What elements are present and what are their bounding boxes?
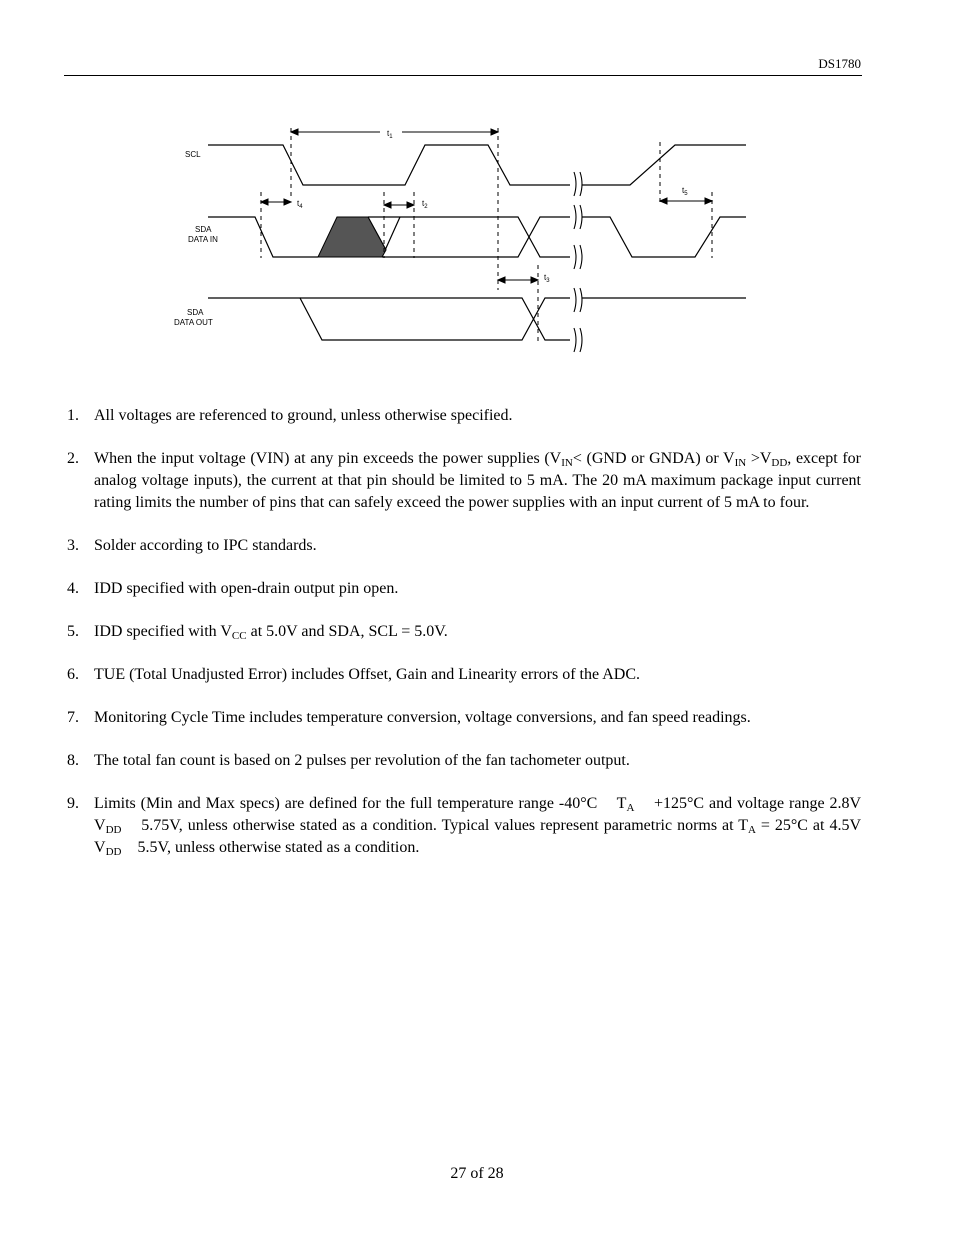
t1-arrow-right	[491, 129, 498, 135]
label-t3: $t_3$	[544, 273, 550, 284]
t1-arrow-left	[291, 129, 298, 135]
label-t5: $t_5$	[682, 186, 688, 197]
label-t4: $t_4$	[297, 199, 303, 210]
sda-in-cont-a	[582, 217, 746, 257]
scl-waveform	[208, 145, 570, 185]
note-item: 3. Solder according to IPC standards.	[67, 537, 317, 554]
label-t1: $t_1$	[387, 129, 393, 140]
t2-arrow-right	[407, 202, 414, 208]
break-marker-sda-out-1	[574, 288, 582, 312]
sda-in-transition-region	[318, 217, 386, 257]
note-item: 1. All voltages are referenced to ground, unless otherwise specified.	[67, 407, 513, 424]
sda-in-lower	[382, 217, 570, 257]
note-item: 4. IDD specified with open-drain output pin open.	[67, 580, 399, 597]
label-sda-out-2: DATA OUT	[174, 318, 213, 327]
break-marker-sda-out-2	[574, 328, 582, 352]
note-item: 6. TUE (Total Unadjusted Error) includes Offset, Gain and Linearity errors of the ADC.	[67, 666, 640, 683]
label-scl: SCL	[185, 150, 201, 159]
page-number: 27 of 28	[450, 1165, 504, 1182]
t2-arrow-left	[384, 202, 391, 208]
label-sda-out-1: SDA	[187, 308, 204, 317]
sda-out-waveform	[208, 298, 570, 340]
document-id: DS1780	[818, 56, 861, 71]
header-rule	[64, 75, 862, 76]
t3-arrow-right	[531, 277, 538, 283]
label-sda-in-1: SDA	[195, 225, 212, 234]
note-item: 2. When the input voltage (VIN) at any pin exceeds the power supplies ($V_{IN}< (GND$ or GNDA) or $V_{IN} >V_{DD}$, except for analog voltage inputs), the current at that pin should be limited to 5 mA. The 20 mA maximum package input current rating limits the number of pins that can safely exceed the power supplies with an input current of 5 mA to four.	[67, 450, 862, 511]
break-marker-sda-in-1	[574, 205, 582, 229]
label-sda-in-2: DATA IN	[188, 235, 218, 244]
note-item: 9. Limits (Min and Max specs) are defined for the full temperature range -40°C $T_A$ +125°C and voltage range 2.8V $V_{DD}$ 5.75V, unless otherwise stated as a condition. Typical values represent parametric norms at $T_A = 25^\circ C$ at 4.5V $V_{DD}$ 5.5V, unless otherwise stated as a condition.	[67, 795, 878, 858]
note-item: 7. Monitoring Cycle Time includes temperature conversion, voltage conversions, and fan speed readings.	[67, 709, 751, 726]
sda-in-upper	[368, 217, 570, 257]
t4-arrow-right	[284, 199, 291, 205]
note-item: 8. The total fan count is based on 2 pulses per revolution of the fan tachometer output.	[67, 752, 630, 769]
break-marker-sda-in-2	[574, 245, 582, 269]
t4-arrow-left	[261, 199, 268, 205]
sda-out-upper	[300, 298, 570, 340]
break-marker-scl	[574, 172, 582, 196]
i2c-timing-diagram	[0, 110, 954, 370]
scl-waveform-cont	[582, 145, 746, 185]
sda-in-waveform	[208, 217, 318, 257]
note-item: 5. IDD specified with $V_{CC}$ at 5.0V and SDA, SCL = 5.0V.	[67, 623, 448, 642]
t3-arrow-left	[498, 277, 505, 283]
t5-arrow-left	[660, 198, 667, 204]
label-t2: $t_2$	[422, 199, 428, 210]
t5-arrow-right	[705, 198, 712, 204]
notes-list	[64, 405, 878, 880]
